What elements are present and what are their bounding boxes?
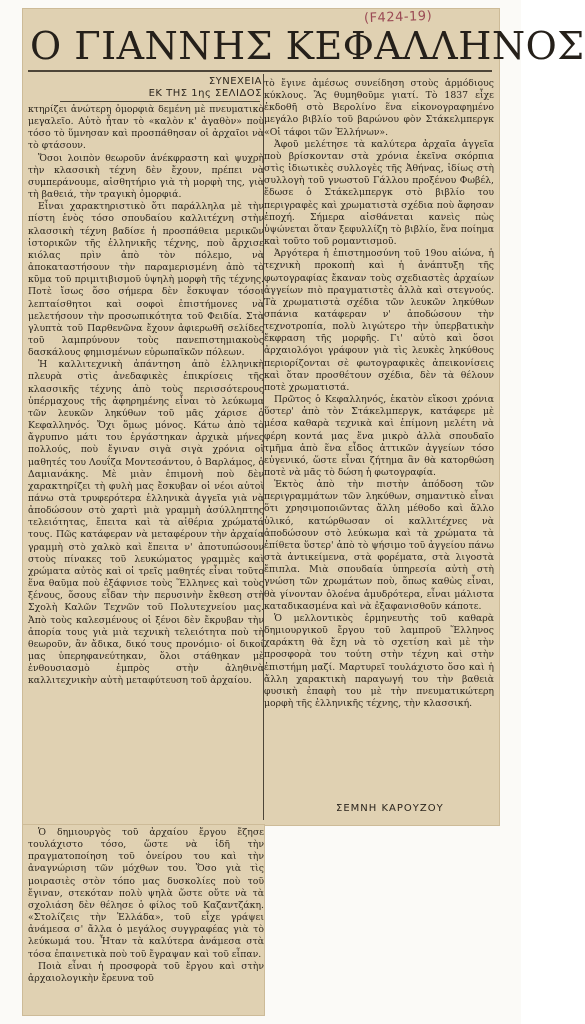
paragraph: Ἐκτὸς ἀπὸ τὴν πιστὴν ἀπόδοση τῶν περιγραμμάτων τῶν ληκύθων, σημαντικὸ εἶναι ὅτι χρησιμοποιῶντας ἄλλη μέθοδο καὶ ἄλλο ὑλικό, κατώρθωσαν οἱ καλλιτέχνες νὰ ἀποδώσουν στὸ λεύκωμα καὶ τὰ χρώματα τὰ ἐπίθετα ὕστερ' ἀπὸ τὸ ψήσιμο τοῦ ἀγγείου πάνω στὰ ἀντικείμενα, στὰ φορέματα, στὰ λιγοστὰ ἔπιπλα. Μιὰ σπουδαία ὑπηρεσία αὐτὴ στὴ γνώση τῶν χρωμάτων ποὺ, ὅπως καθὼς εἶναι, θὰ γίνονταν ὁλοένα ἀμυδρότερα, εἶναι μάλιστα καταδικασμένα καὶ νὰ ἐξαφανισθοῦν κάποτε. — [264, 479, 494, 612]
paragraph: τὸ ἔγινε ἀμέσως συνείδηση στοὺς ἁρμόδιους κύκλους. Ἂς θυμηθοῦμε γιατί. Τὸ 1837 εἶχε ἐκδοθῆ στὸ Βερολίνο ἕνα εἰκονογραφημένο μεγάλο βιβλίο τοῦ βαρώνου φὸν Στάκελμπεργκ «Οἱ τάφοι τῶν Ἑλλήνων». — [264, 78, 494, 138]
paragraph: Ποιὰ εἶναι ἡ προσφορὰ τοῦ ἔργου καὶ στὴν ἀρχαιολογικὴν ἔρευνα τοῦ — [28, 960, 264, 984]
continued-label: ΣΥΝΕΧΕΙΑ — [208, 76, 262, 87]
paragraph: Ὁ δημιουργὸς τοῦ ἀρχαίου ἔργου ἔζησε τουλάχιστο τόσο, ὥστε νὰ ἰδῆ τὴν πραγματοποίηση τοῦ ὀνείρου του καὶ τὴν ἀναγνώριση τῶν μόχθων του. Ὅσο γιὰ τὶς μοιρασιὲς στὸν τόπο μας δυσκολίες ποὺ τοῦ ἔγιναν, στεκόταν πολὺ ψηλὰ ὥστε οὔτε νὰ τὰ σχολιάση δὲν θέλησε ὁ φίλος τοῦ Καζαντζάκη. «Στολίζεις τὴν Ἑλλάδα», τοῦ εἶχε γράψει ἀνάμεσα σ' ἄλλα ὁ μεγάλος συγγραφέας γιὰ τὸ λεύκωμά του. Ἦταν τὰ καλύτερα ἀνάμεσα στὰ τόσα ἐπαινετικὰ ποὺ τοῦ ἔγραψαν καὶ τοῦ εἶπαν. — [28, 827, 264, 960]
paragraph: Ὁ μελλοντικὸς ἑρμηνευτὴς τοῦ καθαρὰ δημιουργικοῦ ἔργου τοῦ λαμπροῦ Ἕλληνος χαράκτη θὰ ἔχη νὰ τὸ σχετίση καὶ μὲ τὴν προσφορὰ του τούτη στὴν τέχνη καὶ στὴν ἐπιστήμη μαζί. Μαρτυρεῖ τουλάχιστο ὅσο καὶ ἡ ἄλλη χαρακτικὴ παραγωγή του τὴν βαθειὰ φυσικὴ ἐπαφὴ του μὲ τὴν πνευματικώτερη μορφὴ τῆς ἑλληνικῆς τέχνης, τὴν κλασσική. — [264, 612, 494, 709]
archive-reference-note: (F424-19) — [363, 8, 433, 27]
article-column-continuation — [28, 827, 264, 985]
paragraph: Ἡ καλλιτεχνικὴ ἀπάντηση ἀπὸ ἑλληνικὴ πλευρὰ στὶς ἀνεδαφικὲς ἐπικρίσεις τῆς κλασσικῆς τέχνης ἀπὸ τοὺς περισσότερους ὑπέρμαχους τῆς ἀφηρημένης εἶναι τὸ λεύκωμα τῶν λευκῶν ληκύθων τοῦ μᾶς χάρισε ὁ Κεφαλληνός. Ὄχι ὅμως μόνος. Κάτω ἀπὸ τὸ ἄγρυπνο μάτι του ἐργάστηκαν ἀρχικὰ μήνες πολλούς, ποὺ ἔγιναν σιγὰ σιγὰ χρόνια οἱ μαθητές του Λουΐζα Μοντεσάντου, ὁ Βαρλάμος, ὁ Δαμιανάκης. Μὲ μιὰν ἐπιμονὴ ποὺ δὲν χαρακτηρίζει τὴ φυλὴ μας ἔσκυβαν οἱ νέοι αὐτοὶ πάνω στὰ τρυφερότερα ἑλληνικὰ ἀγγεῖα γιὰ νὰ ἀποδώσουν στὸ χαρτὶ μιὰ γραμμὴ ἀσύλληπτης τελειότητας, ἔπειτα καὶ τὰ αἰθέρια χρώματά τους. Πῶς κατάφεραν νὰ μεταφέρουν τὴν ἀρχαία γραμμὴ στὸ χαλκὸ καὶ ἔπειτα ν' ἀποτυπώσουν στοὺς πίνακες τοῦ λευκώματος γραμμὲς καὶ χρώματα αὐτὸς καὶ οἱ τρεῖς μαθητές εἶναι τοῦτο ἕνα θαῦμα ποὺ ἐξάφνισε τοὺς Ἕλληνες καὶ τοὺς ξένους, ὅσους εἶδαν τὴν περυσινὴν ἔκθεση στὴ Σχολὴ Καλῶν Τεχνῶν τοῦ Πολυτεχνείου μας. Ἀπὸ τοὺς καλεσμένους οἱ ξένοι δὲν ἔκρυβαν τὴν ἀπορία τους γιὰ μιὰ τεχνικὴ τελειότητα ποὺ τὴ θεωροῦν, ἂν ἄδικα, δικό τους προνόμιο· οἱ δικοί μας ὑπερηφανεύτηκαν, ὅλοι στάθηκαν μὲ ἐνθουσιασμὸ ἐμπρὸς στὴν ἀληθινὰ καλλιτεχνικὴν αὐτὴ μεταφύτευση τοῦ ἀρχαίου. — [28, 359, 264, 687]
article-column-left — [28, 104, 264, 688]
continued-notice — [28, 76, 262, 100]
paragraph: Ὅσοι λοιπὸν θεωροῦν ἀνέκφραστη καὶ ψυχρὴ τὴν κλασσικὴ τέχνη δὲν ἔχουν, πρέπει νὰ συμπεράνουμε, αἰσθητήριο γιὰ τὴ μορφὴ της, γιὰ τὴ βαθειά, τὴν τραγικὴ ὀμορφιά. — [28, 152, 264, 201]
paragraph: Ἀργότερα ἡ ἐπιστημοσύνη τοῦ 19ου αἰώνα, ἡ τεχνικὴ προκοπὴ καὶ ἡ ἀνάπτυξη τῆς φωτογραφίας ἔκαναν τοὺς σχεδιαστὲς ἀρχαίων ἀγγείων πιὸ πραγματιστὲς ἀλλὰ καὶ στεγνούς. Τὰ χρωματιστὰ σχέδια τῶν λευκῶν ληκύθων σπάνια κατάφεραν ν' ἀποδώσουν τὴν τεχνοτροπία, πολὺ λιγώτερο τὴν ὑπερβατικὴν ἔκφραση τῆς μορφῆς. Γι' αὐτὸ καὶ ὅσοι ἀρχαιολόγοι γράφουν γιὰ τὶς λευκὲς ληκύθους περιορίζονται σὲ φωτογραφικὲς ἀπεικονίσεις καὶ ὅταν προσθέτουν σχέδια, δὲν τὰ θέλουν ποτὲ χρωματιστά. — [264, 248, 494, 393]
paragraph: κτηρίζει ἀνώτερη ὀμορφιὰ δεμένη μὲ πνευματικὸ μεγαλεῖο. Αὐτὸ ἦταν τὸ «καλὸν κ' ἀγαθὸν» ποὺ τόσο τὸ ὕμνησαν καὶ προσπάθησαν οἱ ἀρχαῖοι νὰ τὸ φτάσουν. — [28, 104, 264, 152]
paragraph: Εἶναι χαρακτηριστικὸ ὅτι παράλληλα μὲ τὴν πίστη ἑνὸς τόσο σπουδαίου καλλιτέχνη στὴν κλασσικὴ τέχνη βαδίσε ἡ προσπάθεια μερικῶν ἱστορικῶν τῆς ἑλληνικῆς τέχνης, ποὺ ἄρχισε κιόλας πρὶν ἀπὸ τὸν πόλεμο, νὰ ἀποκαταστήσουν τὴν παραμερισμένη ἀπὸ τὸ κῦμα τοῦ πριμιτιβισμοῦ ὑψηλὴ μορφὴ τῆς τέχνης. Ποτὲ ἴσως ὅσο σήμερα δὲν ἔσκυψαν τόσοι λεπταίσθητοι καὶ σοφοὶ ἐπιστήμονες νὰ μελετήσουν τὴν προσωπικότητα τοῦ Φειδία. Στὰ γλυπτὰ τοῦ Παρθενῶνα ἔχουν ἀφιερωθῆ σελίδες τοῦ λαμπρύνουν τοὺς πανεπιστημιακοὺς δασκάλους φημισμένων εὐρωπαϊκῶν πόλεων. — [28, 201, 264, 359]
title-divider — [28, 70, 492, 72]
continued-source: ΕΚ ΤΗΣ 1ης ΣΕΛΙΔΟΣ — [148, 88, 262, 99]
article-column-right — [264, 78, 494, 710]
paragraph: Ἀφοῦ μελέτησε τὰ καλύτερα ἀρχαῖα ἀγγεῖα ποὺ βρίσκονταν στὰ χρόνια ἐκεῖνα σκόρπια στὶς ἰδιωτικὲς συλλογὲς τῆς Ἀθήνας, ἰδίως στὴ συλλογὴ τοῦ γνωστοῦ Γάλλου προξένου Φωβέλ, ἔδωσε ὁ Στάκελμπεργκ στὸ βιβλίο του περιγραφὲς καὶ χρωματιστὰ σχέδια ποὺ ἄφησαν ἐποχή. Σήμερα αἰσθάνεται κανεὶς πὼς ὑψώνεται ὅταν ξεφυλλίζη τὸ βιβλίο, ἕνα ποίημα καὶ τοῦτο τοῦ ρομαντισμοῦ. — [264, 138, 494, 248]
continued-divider — [60, 101, 260, 102]
author-signature: ΣΕΜΝΗ ΚΑΡΟΥΖΟΥ — [336, 803, 444, 814]
paragraph: Πρῶτος ὁ Κεφαλληνός, ἑκατὸν εἴκοσι χρόνια ὕστερ' ἀπὸ τὸν Στάκελμπεργκ, κατάφερε μὲ μέσα καθαρὰ τεχνικὰ καὶ ἐπίμονη μελέτη νὰ φέρη κοντά μας ἕνα μικρὸ ἀλλὰ σπουδαῖο τμῆμα ἀπὸ ἕνα εἶδος ἀττικῶν ἀγγείων τόσο εὐγενικό, ὥστε εἶναι ζήτημα ἂν θὰ κατορθώση ποτὲ νὰ μᾶς τὸ δώση ἡ φωτογραφία. — [264, 394, 494, 478]
article-title: Ο ΓΙΑΝΝΗΣ ΚΕΦΑΛΛΗΝΟΣ — [30, 24, 585, 68]
